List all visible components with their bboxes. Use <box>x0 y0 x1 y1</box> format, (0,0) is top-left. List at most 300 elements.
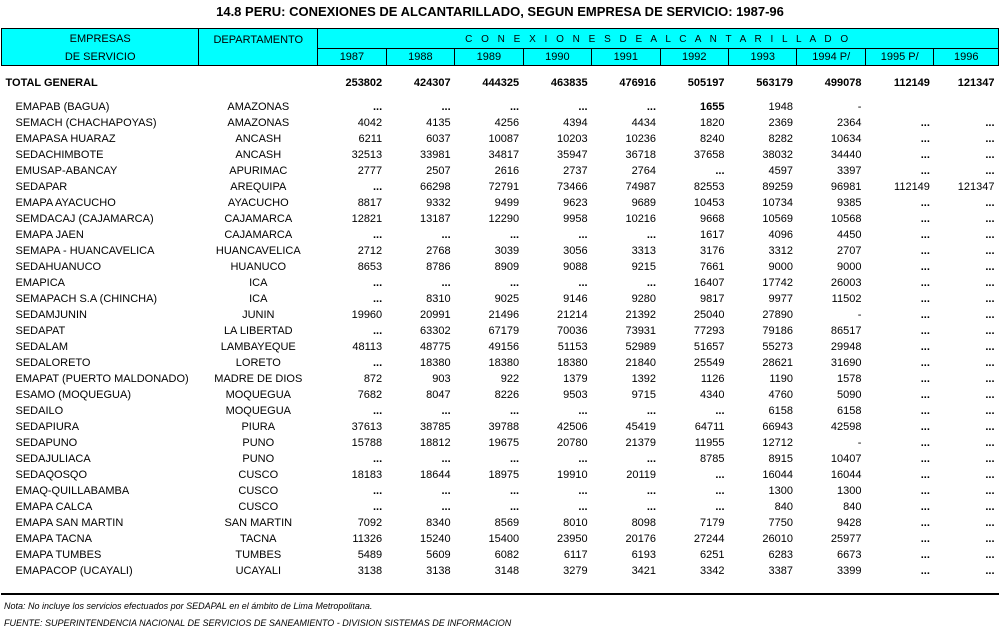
value-cell: ... <box>985 501 995 513</box>
value-cell: 74987 <box>625 181 657 193</box>
total-value: 463835 <box>550 76 588 89</box>
value-cell: ... <box>920 229 930 241</box>
empresa-cell: EMAPACOP (UCAYALI) <box>15 565 133 577</box>
value-cell: 12290 <box>488 213 520 225</box>
value-cell: ... <box>985 437 995 449</box>
value-cell: 21392 <box>625 309 657 321</box>
value-cell: ... <box>920 517 930 529</box>
table-row <box>2 259 999 275</box>
table-row <box>2 467 999 483</box>
value-cell: ... <box>985 325 995 337</box>
value-cell: 20991 <box>420 309 451 321</box>
table-body <box>2 66 999 580</box>
value-cell: ... <box>985 117 995 129</box>
value-cell: 5609 <box>426 549 451 561</box>
value-cell: 3387 <box>768 565 793 577</box>
value-cell: ... <box>441 501 451 513</box>
value-cell: 9146 <box>563 293 588 305</box>
table-row <box>2 147 999 163</box>
value-cell: ... <box>920 293 930 305</box>
empresa-cell: SEMAPA - HUANCAVELICA <box>15 245 155 257</box>
total-row <box>2 72 999 93</box>
empresa-cell: ESAMO (MOQUEGUA) <box>15 389 132 401</box>
value-cell: 10203 <box>556 133 588 145</box>
value-cell: ... <box>715 501 725 513</box>
value-cell: ... <box>985 405 995 417</box>
value-cell: 26003 <box>830 277 862 289</box>
value-cell: ... <box>985 309 995 321</box>
value-cell: ... <box>373 277 383 289</box>
value-cell: 82553 <box>693 181 725 193</box>
value-cell: ... <box>920 245 930 257</box>
year-header: 1994 P/ <box>797 49 865 66</box>
value-cell: 27244 <box>693 533 725 545</box>
value-cell: 7661 <box>700 261 725 273</box>
departamento-header-label: DEPARTAMENTO <box>213 34 304 46</box>
value-cell: 8240 <box>700 133 725 145</box>
value-cell: 15788 <box>351 437 383 449</box>
empresa-cell: SEDALORETO <box>15 357 91 369</box>
value-cell: ... <box>985 149 995 161</box>
value-cell: 9668 <box>700 213 725 225</box>
departamento-cell: JUNIN <box>242 309 275 321</box>
value-cell: 10087 <box>488 133 520 145</box>
departamento-cell: PIURA <box>241 421 276 433</box>
value-cell: ... <box>985 485 995 497</box>
value-cell: 1300 <box>836 485 862 497</box>
value-cell: 2764 <box>631 165 657 177</box>
table-row <box>2 323 999 339</box>
year-header: 1989 <box>455 49 523 66</box>
value-cell: 10216 <box>625 213 657 225</box>
value-cell: 2768 <box>426 245 451 257</box>
departamento-cell: UCAYALI <box>235 565 282 577</box>
value-cell: 48113 <box>352 341 383 353</box>
value-cell: ... <box>509 405 520 417</box>
value-cell: 6193 <box>631 549 657 561</box>
table-row <box>2 291 999 307</box>
value-cell: 70036 <box>556 325 588 337</box>
group-header-label: C O N E X I O N E S D E A L C A N T A R I L L A D O <box>465 33 852 45</box>
value-cell: ... <box>985 357 995 369</box>
total-label: TOTAL GENERAL <box>5 76 98 89</box>
departamento-cell: HUANUCO <box>230 261 287 273</box>
value-cell: 38785 <box>420 421 451 433</box>
value-cell: ... <box>578 485 588 497</box>
value-cell: 16044 <box>762 469 793 481</box>
total-value: 505197 <box>687 76 725 89</box>
footnote: Nota: No incluye los servicios efectuados por SEDAPAL en el ámbito de Lima Metropolitana. <box>4 601 373 611</box>
departamento-cell: TACNA <box>240 533 277 545</box>
bottom-rule <box>1 593 999 595</box>
value-cell: 8310 <box>426 293 451 305</box>
group-header <box>318 29 999 49</box>
value-cell: ... <box>715 469 725 481</box>
table-row <box>2 339 999 355</box>
value-cell <box>934 99 999 115</box>
value-cell: ... <box>920 389 930 401</box>
value-cell: ... <box>985 389 995 401</box>
empresa-cell: SEMDACAJ (CAJAMARCA) <box>15 213 154 225</box>
year-header: 1992 <box>660 49 728 66</box>
value-cell: ... <box>985 293 995 305</box>
value-cell: 18975 <box>488 469 520 481</box>
value-cell: 3056 <box>563 245 588 257</box>
value-cell: 8047 <box>426 389 451 401</box>
value-cell: ... <box>373 293 383 305</box>
value-cell: 10453 <box>693 197 725 209</box>
value-cell: 18380 <box>488 357 520 369</box>
value-cell: ... <box>985 197 995 209</box>
value-cell: ... <box>920 565 930 577</box>
value-cell: 6283 <box>768 549 793 561</box>
value-cell: 34817 <box>488 149 520 161</box>
value-cell: 2777 <box>357 165 383 177</box>
value-cell: 25040 <box>693 309 725 321</box>
value-cell: ... <box>920 341 930 353</box>
value-cell: 45419 <box>625 421 657 433</box>
value-cell: 9280 <box>631 293 657 305</box>
value-cell: ... <box>985 245 995 257</box>
value-cell: 2507 <box>426 165 451 177</box>
value-cell <box>865 99 933 115</box>
table-row <box>2 387 999 403</box>
value-cell: ... <box>373 325 383 337</box>
value-cell: ... <box>509 453 520 465</box>
value-cell: 872 <box>363 373 383 385</box>
departamento-cell: AMAZONAS <box>227 117 290 129</box>
value-cell: 4340 <box>700 389 725 401</box>
value-cell: 19910 <box>556 469 588 481</box>
empresa-cell: SEDAILO <box>15 405 64 417</box>
departamento-cell: ANCASH <box>235 133 282 145</box>
departamento-cell: CUSCO <box>238 469 279 481</box>
value-cell: ... <box>578 501 588 513</box>
value-cell: ... <box>985 133 995 145</box>
value-cell: 9503 <box>563 389 588 401</box>
value-cell: 26010 <box>762 533 793 545</box>
value-cell: 9088 <box>563 261 588 273</box>
empresa-cell: SEMAPACH S.A (CHINCHA) <box>15 293 158 305</box>
value-cell: 6673 <box>836 549 862 561</box>
value-cell: 9817 <box>700 293 725 305</box>
total-value: 112149 <box>893 76 930 89</box>
value-cell: 3176 <box>700 245 725 257</box>
value-cell: 34440 <box>830 149 862 161</box>
value-cell: 3148 <box>494 565 520 577</box>
value-cell: ... <box>985 421 995 433</box>
value-cell: 49156 <box>488 341 520 353</box>
value-cell: ... <box>578 101 588 113</box>
value-cell: 9499 <box>494 197 520 209</box>
value-cell: 35947 <box>556 149 588 161</box>
value-cell: 3039 <box>494 245 520 257</box>
value-cell: 25549 <box>693 357 725 369</box>
value-cell: 6211 <box>358 133 383 145</box>
table-row <box>2 499 999 515</box>
source-line: FUENTE: SUPERINTENDENCIA NACIONAL DE SERVICIOS DE SANEAMIENTO - DIVISION SISTEMAS DE INFORMACION <box>4 618 512 628</box>
value-cell: ... <box>441 101 451 113</box>
value-cell: ... <box>441 453 451 465</box>
value-cell: 112149 <box>894 181 930 193</box>
empresa-cell: SEDAHUANUCO <box>15 261 102 273</box>
value-cell: 4760 <box>768 389 793 401</box>
value-cell: 20780 <box>556 437 588 449</box>
value-cell: 52989 <box>625 341 657 353</box>
value-cell: 66298 <box>420 181 451 193</box>
value-cell: 25977 <box>830 533 862 545</box>
value-cell: 17742 <box>762 277 793 289</box>
value-cell: ... <box>441 485 451 497</box>
total-value: 563179 <box>756 76 793 89</box>
value-cell: ... <box>646 229 657 241</box>
table-header <box>2 29 999 66</box>
value-cell: 1820 <box>700 117 725 129</box>
value-cell: 86517 <box>830 325 862 337</box>
empresa-header-line2: DE SERVICIO <box>64 51 136 63</box>
value-cell: ... <box>920 421 930 433</box>
empresa-header <box>2 29 199 66</box>
table-row <box>2 115 999 131</box>
value-cell: 11955 <box>694 437 725 449</box>
departamento-cell: PUNO <box>242 437 275 449</box>
value-cell: ... <box>578 405 588 417</box>
value-cell: ... <box>985 341 995 353</box>
empresa-cell: SEDAPUNO <box>15 437 78 449</box>
table-row <box>2 451 999 467</box>
value-cell: ... <box>373 453 383 465</box>
value-cell: 9715 <box>631 389 657 401</box>
value-cell: 6158 <box>836 405 862 417</box>
value-cell: 922 <box>500 373 520 385</box>
value-cell: 21379 <box>625 437 657 449</box>
value-cell: ... <box>578 453 588 465</box>
value-cell: 9025 <box>494 293 520 305</box>
value-cell: 8569 <box>494 517 520 529</box>
value-cell: ... <box>373 357 383 369</box>
value-cell: 121347 <box>957 181 995 193</box>
departamento-cell: LORETO <box>235 357 281 369</box>
table-row <box>2 403 999 419</box>
value-cell: 8653 <box>357 261 383 273</box>
value-cell: 7750 <box>768 517 793 529</box>
table-row <box>2 179 999 195</box>
value-cell: 9428 <box>836 517 862 529</box>
value-cell: 89259 <box>762 181 793 193</box>
value-cell: 3138 <box>357 565 383 577</box>
value-cell: ... <box>373 501 383 513</box>
value-cell: ... <box>373 405 383 417</box>
value-cell: 38032 <box>762 149 793 161</box>
value-cell: 1655 <box>700 101 725 113</box>
empresa-cell: EMAPA TUMBES <box>15 549 102 561</box>
departamento-cell: CAJAMARCA <box>224 213 293 225</box>
value-cell: 2616 <box>494 165 520 177</box>
value-cell: ... <box>920 149 930 161</box>
value-cell: 63302 <box>420 325 451 337</box>
value-cell: 8785 <box>700 453 725 465</box>
total-value: 121347 <box>957 76 995 89</box>
value-cell: 66943 <box>762 421 793 433</box>
value-cell: 8098 <box>631 517 657 529</box>
value-cell: 15400 <box>488 533 520 545</box>
departamento-cell: CUSCO <box>238 501 279 513</box>
value-cell: 19675 <box>488 437 520 449</box>
empresa-cell: EMAPASA HUARAZ <box>15 133 116 145</box>
empresa-cell: EMAPA JAEN <box>15 229 84 241</box>
value-cell: 37613 <box>351 421 383 433</box>
empresa-cell: SEDAPIURA <box>15 421 80 433</box>
value-cell: ... <box>646 101 657 113</box>
departamento-header <box>199 29 318 66</box>
value-cell: ... <box>920 197 930 209</box>
value-cell: ... <box>985 229 995 241</box>
value-cell: 2712 <box>357 245 383 257</box>
value-cell: 51657 <box>693 341 725 353</box>
value-cell: 12712 <box>762 437 793 449</box>
year-header: 1988 <box>386 49 454 66</box>
value-cell: ... <box>985 165 995 177</box>
value-cell: 8909 <box>494 261 520 273</box>
value-cell: 9000 <box>768 261 793 273</box>
value-cell: ... <box>985 277 995 289</box>
value-cell: 7179 <box>700 517 725 529</box>
value-cell: 20176 <box>625 533 657 545</box>
table-row <box>2 243 999 259</box>
total-departamento <box>199 72 318 93</box>
value-cell: 18812 <box>420 437 451 449</box>
value-cell: ... <box>920 277 930 289</box>
page-title: 14.8 PERU: CONEXIONES DE ALCANTARILLADO, SEGUN EMPRESA DE SERVICIO: 1987-96 <box>216 4 784 19</box>
value-cell: ... <box>920 405 930 417</box>
empresa-cell: EMUSAP-ABANCAY <box>15 165 118 177</box>
value-cell: ... <box>373 485 383 497</box>
empresa-cell: EMAPA AYACUCHO <box>15 197 116 209</box>
value-cell: ... <box>441 277 451 289</box>
value-cell: ... <box>920 325 930 337</box>
value-cell: 8786 <box>426 261 451 273</box>
value-cell: 3397 <box>836 165 862 177</box>
value-cell: 31690 <box>830 357 862 369</box>
value-cell: ... <box>509 501 520 513</box>
value-cell: 9215 <box>631 261 657 273</box>
value-cell: 20119 <box>626 469 657 481</box>
value-cell: ... <box>920 309 930 321</box>
value-cell: ... <box>985 261 995 273</box>
value-cell: 10407 <box>830 453 862 465</box>
value-cell: 9623 <box>563 197 588 209</box>
value-cell: ... <box>920 117 930 129</box>
year-header: 1990 <box>523 49 591 66</box>
value-cell: 8282 <box>768 133 793 145</box>
departamento-cell: TUMBES <box>235 549 282 561</box>
empresa-cell: SEDAPAR <box>15 181 68 193</box>
value-cell: 6082 <box>494 549 520 561</box>
value-cell: 19960 <box>351 309 383 321</box>
empresa-cell: SEDAQOSQO <box>15 469 88 481</box>
year-header: 1996 <box>934 49 999 66</box>
value-cell: 6251 <box>700 549 725 561</box>
value-cell: 8817 <box>357 197 383 209</box>
value-cell: 21496 <box>488 309 520 321</box>
value-cell: 32513 <box>351 149 383 161</box>
value-cell: 9977 <box>768 293 793 305</box>
total-value: 424307 <box>413 76 451 89</box>
value-cell: ... <box>920 469 930 481</box>
value-cell: 96981 <box>830 181 862 193</box>
departamento-cell: CAJAMARCA <box>224 229 293 241</box>
departamento-cell: ANCASH <box>235 149 282 161</box>
value-cell: 10734 <box>762 197 793 209</box>
departamento-cell: MOQUEGUA <box>225 405 291 417</box>
departamento-cell: LA LIBERTAD <box>223 325 293 337</box>
empresa-cell: SEDAPAT <box>15 325 66 337</box>
value-cell: ... <box>920 485 930 497</box>
departamento-cell: HUANCAVELICA <box>215 245 301 257</box>
empresa-cell: SEDAMJUNIN <box>15 309 88 321</box>
value-cell: 10236 <box>625 133 657 145</box>
value-cell: ... <box>646 453 657 465</box>
value-cell: 903 <box>432 373 451 385</box>
value-cell: 840 <box>843 501 862 513</box>
value-cell: 4042 <box>357 117 383 129</box>
value-cell: 5090 <box>836 389 862 401</box>
departamento-cell: SAN MARTIN <box>224 517 293 529</box>
value-cell: ... <box>373 229 383 241</box>
table-row <box>2 307 999 323</box>
table-row <box>2 275 999 291</box>
table-row <box>2 355 999 371</box>
empresa-cell: EMAPA CALCA <box>15 501 93 513</box>
value-cell: 11502 <box>831 293 862 305</box>
value-cell: 72791 <box>488 181 520 193</box>
table-row <box>2 227 999 243</box>
value-cell: ... <box>509 101 520 113</box>
value-cell: - <box>857 437 862 449</box>
departamento-cell: AREQUIPA <box>230 181 287 193</box>
table-row <box>2 99 999 115</box>
empresa-cell: EMAPA SAN MARTIN <box>15 517 124 529</box>
value-cell: 55273 <box>762 341 793 353</box>
year-header: 1987 <box>318 49 386 66</box>
value-cell: 8340 <box>426 517 451 529</box>
table-row <box>2 563 999 579</box>
departamento-cell: MADRE DE DIOS <box>214 373 303 385</box>
value-cell: 1190 <box>769 373 793 385</box>
value-cell: 73466 <box>556 181 588 193</box>
value-cell: 28621 <box>762 357 793 369</box>
value-cell: 1126 <box>700 373 725 385</box>
value-cell: 2369 <box>768 117 793 129</box>
value-cell: ... <box>985 213 995 225</box>
value-cell: 1617 <box>700 229 725 241</box>
value-cell: 11326 <box>352 533 383 545</box>
departamento-cell: ICA <box>249 277 268 289</box>
empresa-cell: SEMACH (CHACHAPOYAS) <box>15 117 157 129</box>
value-cell: 9958 <box>563 213 588 225</box>
value-cell: 1379 <box>563 373 588 385</box>
departamento-cell: APURIMAC <box>229 165 288 177</box>
value-cell: 4256 <box>494 117 520 129</box>
value-cell: 3312 <box>768 245 793 257</box>
year-header: 1995 P/ <box>865 49 933 66</box>
value-cell: - <box>857 309 862 321</box>
value-cell: ... <box>985 549 995 561</box>
value-cell: 7682 <box>357 389 383 401</box>
value-cell: ... <box>715 485 725 497</box>
value-cell: ... <box>920 133 930 145</box>
value-cell: ... <box>646 277 657 289</box>
